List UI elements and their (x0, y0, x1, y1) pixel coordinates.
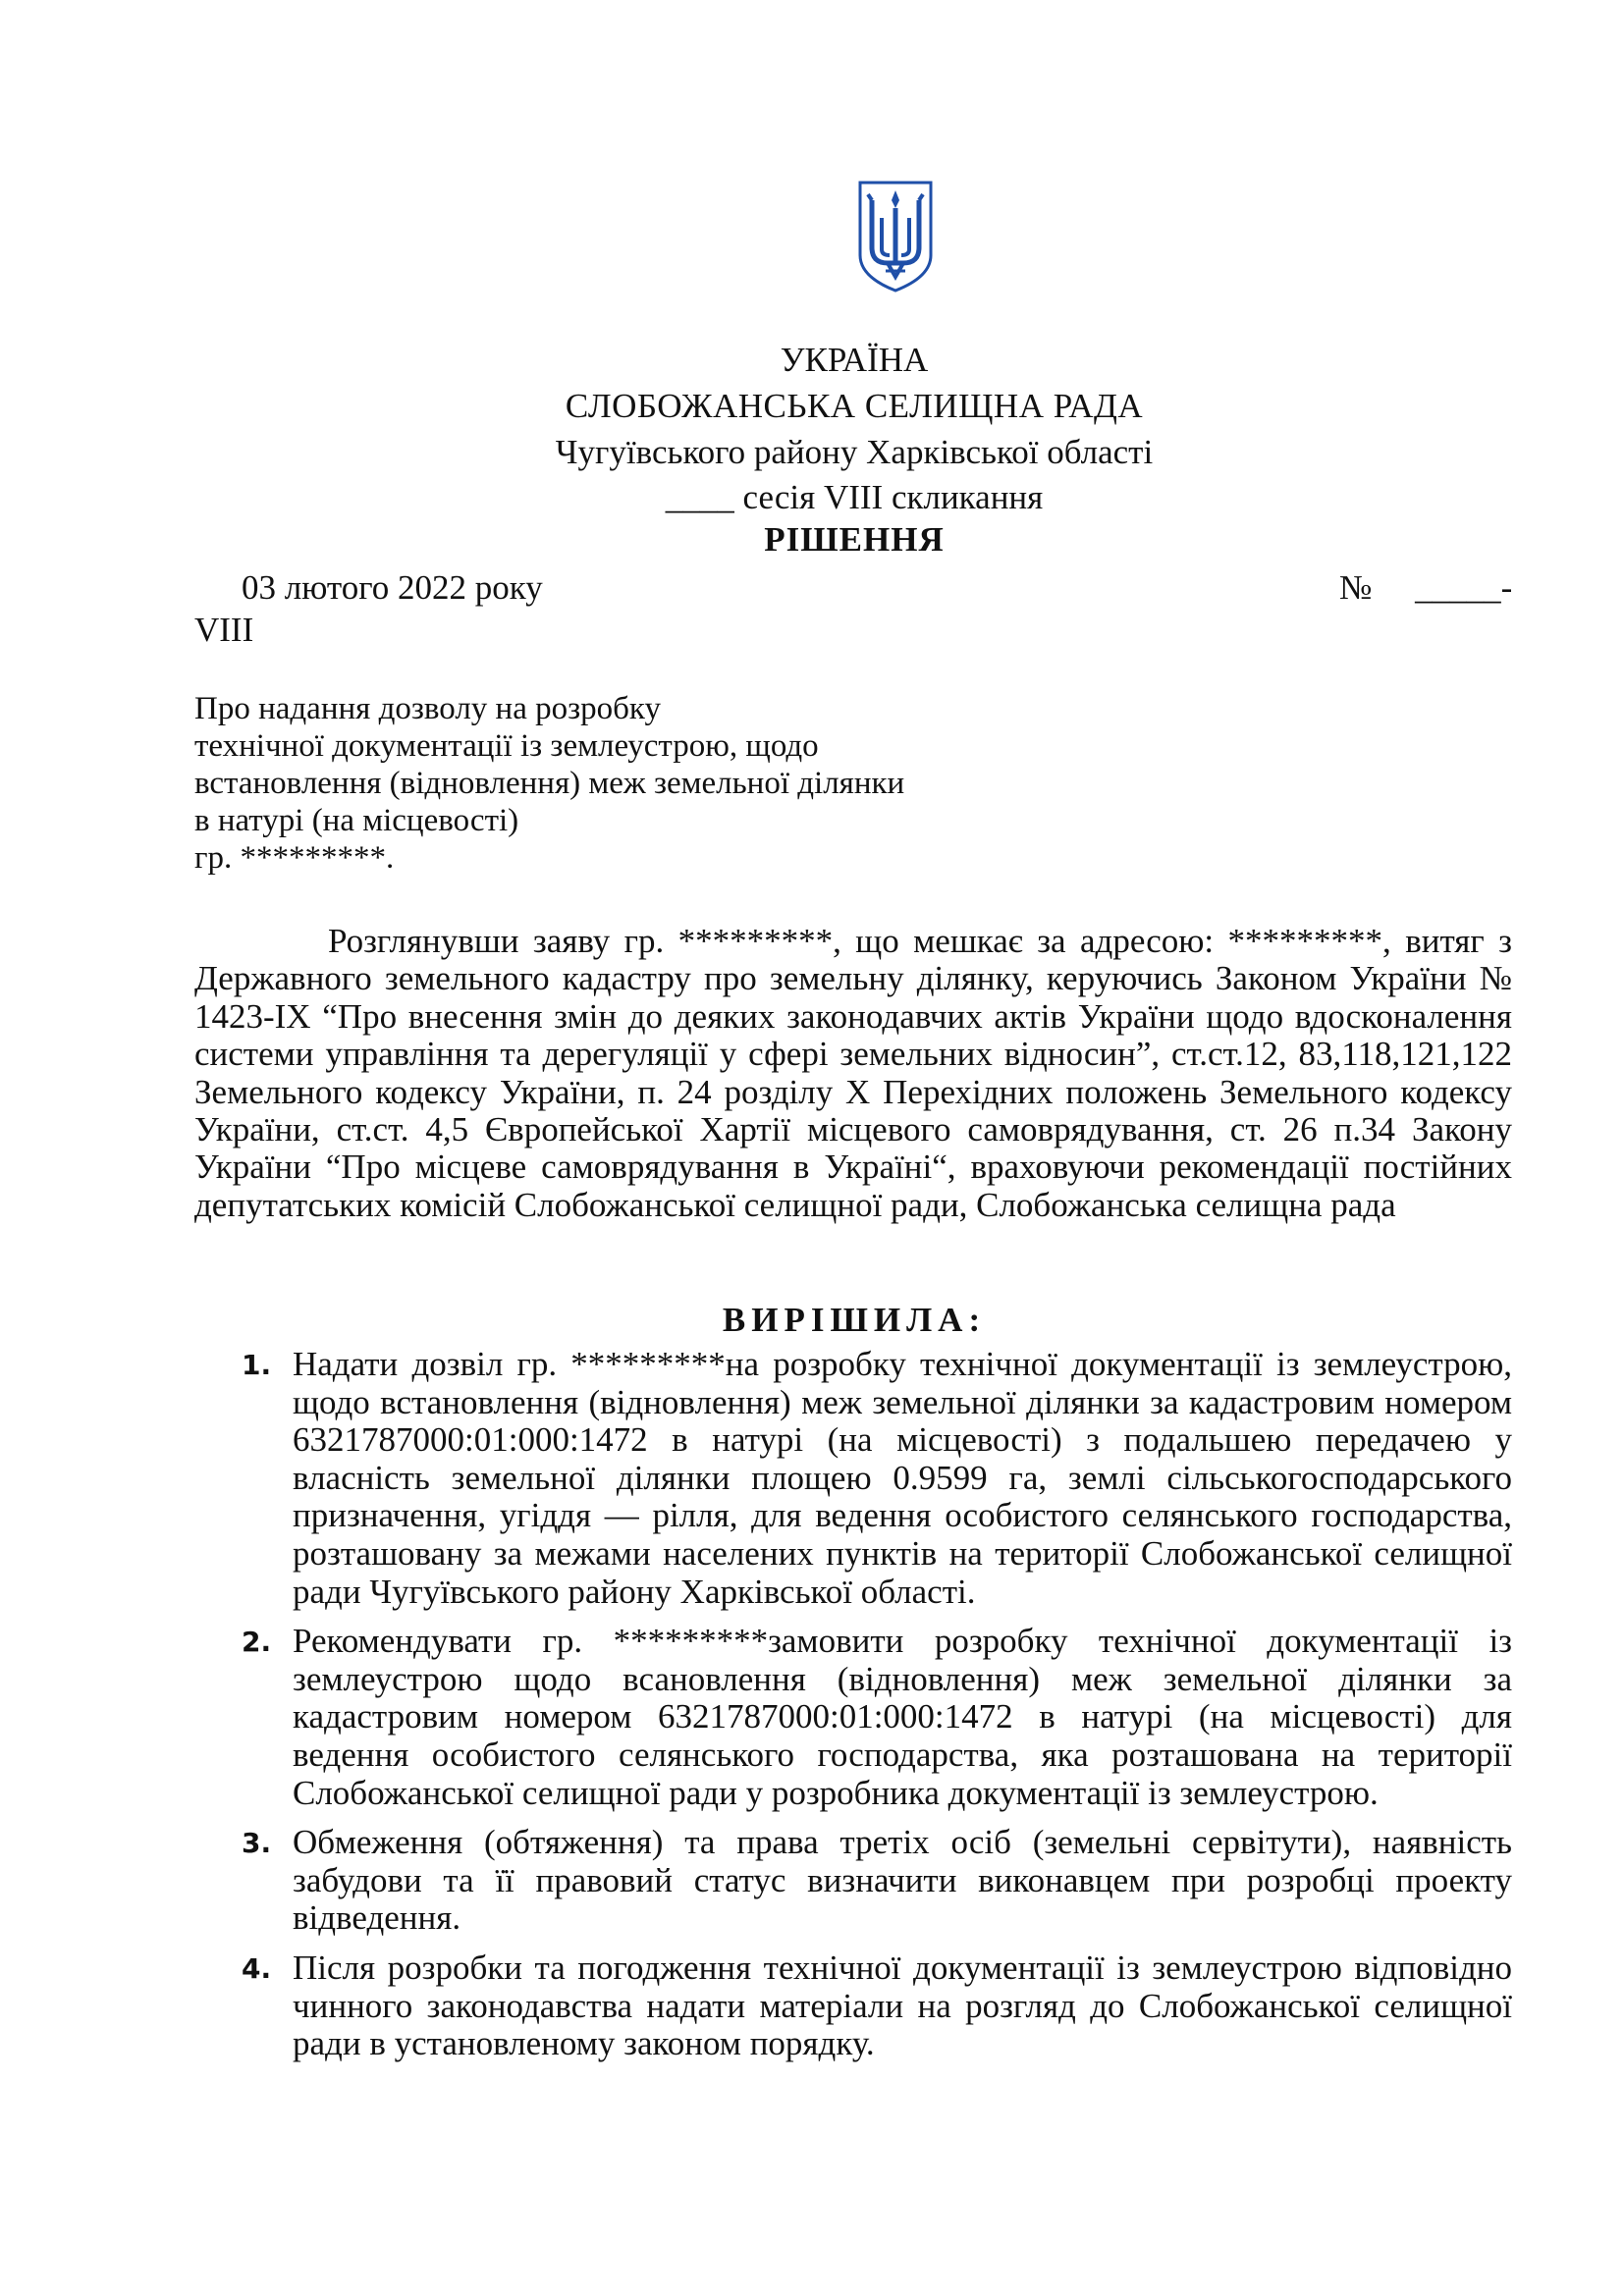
decision-number: № _____- (1339, 568, 1513, 607)
decision-date: 03 лютого 2022 року (242, 568, 543, 607)
item-number: 1. (242, 1349, 272, 1381)
item-text: Надати дозвіл гр. *********на розробку технічної документації із землеустрою, щодо встановлення (відновлення) меж земельної ділянки за кадастровим номером 6321787000:01:000:1472 в натурі (на місцевості) з подальшею передачею у власність земельної ділянки площею 0.9599 га, землі сільськогосподарського призначення, угіддя — рілля, для ведення особистого селянського господарства, розташовану за межами населених пунктів на території Слобожанської селищної ради Чугуївського району Харківської області. (293, 1345, 1512, 1611)
item-number: 3. (242, 1827, 272, 1860)
decision-subject (194, 690, 980, 877)
item-text: Обмеження (обтяження) та права третіх осіб (земельні сервітути), наявність забудови та її правовий статус визначити виконавцем при розробці проекту відведення. (293, 1823, 1512, 1938)
header-session: ____ сесія VIII скликання (665, 478, 1044, 516)
decision-items (194, 1346, 1512, 2075)
item-number: 2. (242, 1626, 272, 1659)
decision-item (194, 1346, 1512, 1611)
item-text: Рекомендувати гр. *********замовити розробку технічної документації із землеустрою щодо всановлення (відновлення) меж земельної ділянки за кадастровим номером 6321787000:01:000:1472 в натурі (на місцевості) для ведення особистого селянського господарства, яка розташована на території Слобожанської селищної ради у розробника документації із землеустрою. (293, 1622, 1512, 1812)
decision-convocation: VIII (194, 611, 254, 649)
subject-line: Про надання дозволу на розробку (194, 691, 661, 726)
coat-of-arms-trident-icon (856, 179, 935, 294)
header-council: СЛОБОЖАНСЬКА СЕЛИЩНА РАДА (565, 387, 1144, 425)
subject-line: технічної документації із землеустрою, щодо (194, 728, 819, 764)
header-country: УКРАЇНА (780, 341, 929, 379)
decision-item (194, 1824, 1512, 1938)
item-text: Після розробки та погодження технічної документації із землеустрою відповідно чинного законодавства надати матеріали на розгляд до Слобожанської селищної ради в установленому законом порядку. (293, 1948, 1512, 2063)
header-region: Чугуївського району Харківської області (555, 433, 1154, 471)
item-number: 4. (242, 1951, 272, 1985)
subject-line: гр. *********. (194, 840, 395, 876)
preamble-paragraph: Розглянувши заяву гр. *********, що мешкає за адресою: *********, витяг з Державного земельного кадастру про земельну ділянку, керуючись Законом України № 1423-ІХ “Про внесення змін до деяких законодавчих актів України щодо вдосконалення системи управління та дерегуляції у сфері земельних відносин”, ст.ст.12, 83,118,121,122 Земельного кодексу України, п. 24 розділу Х Перехідних положень Земельного кодексу України, ст.ст. 4,5 Європейської Хартії місцевого самоврядування, ст. 26 п.34 Закону України “Про місцеве самоврядування в Україні“, враховуючи рекомендації постійних депутатських комісій Слобожанської селищної ради, Слобожанська селищна рада (194, 922, 1512, 1224)
document-title: РІШЕННЯ (764, 520, 945, 559)
decision-item (194, 1949, 1512, 2063)
resolved-heading: ВИРІШИЛА: (722, 1301, 987, 1339)
subject-line: в натурі (на місцевості) (194, 803, 519, 838)
subject-line: встановлення (відновлення) меж земельної ділянки (194, 766, 905, 801)
decision-item (194, 1623, 1512, 1812)
